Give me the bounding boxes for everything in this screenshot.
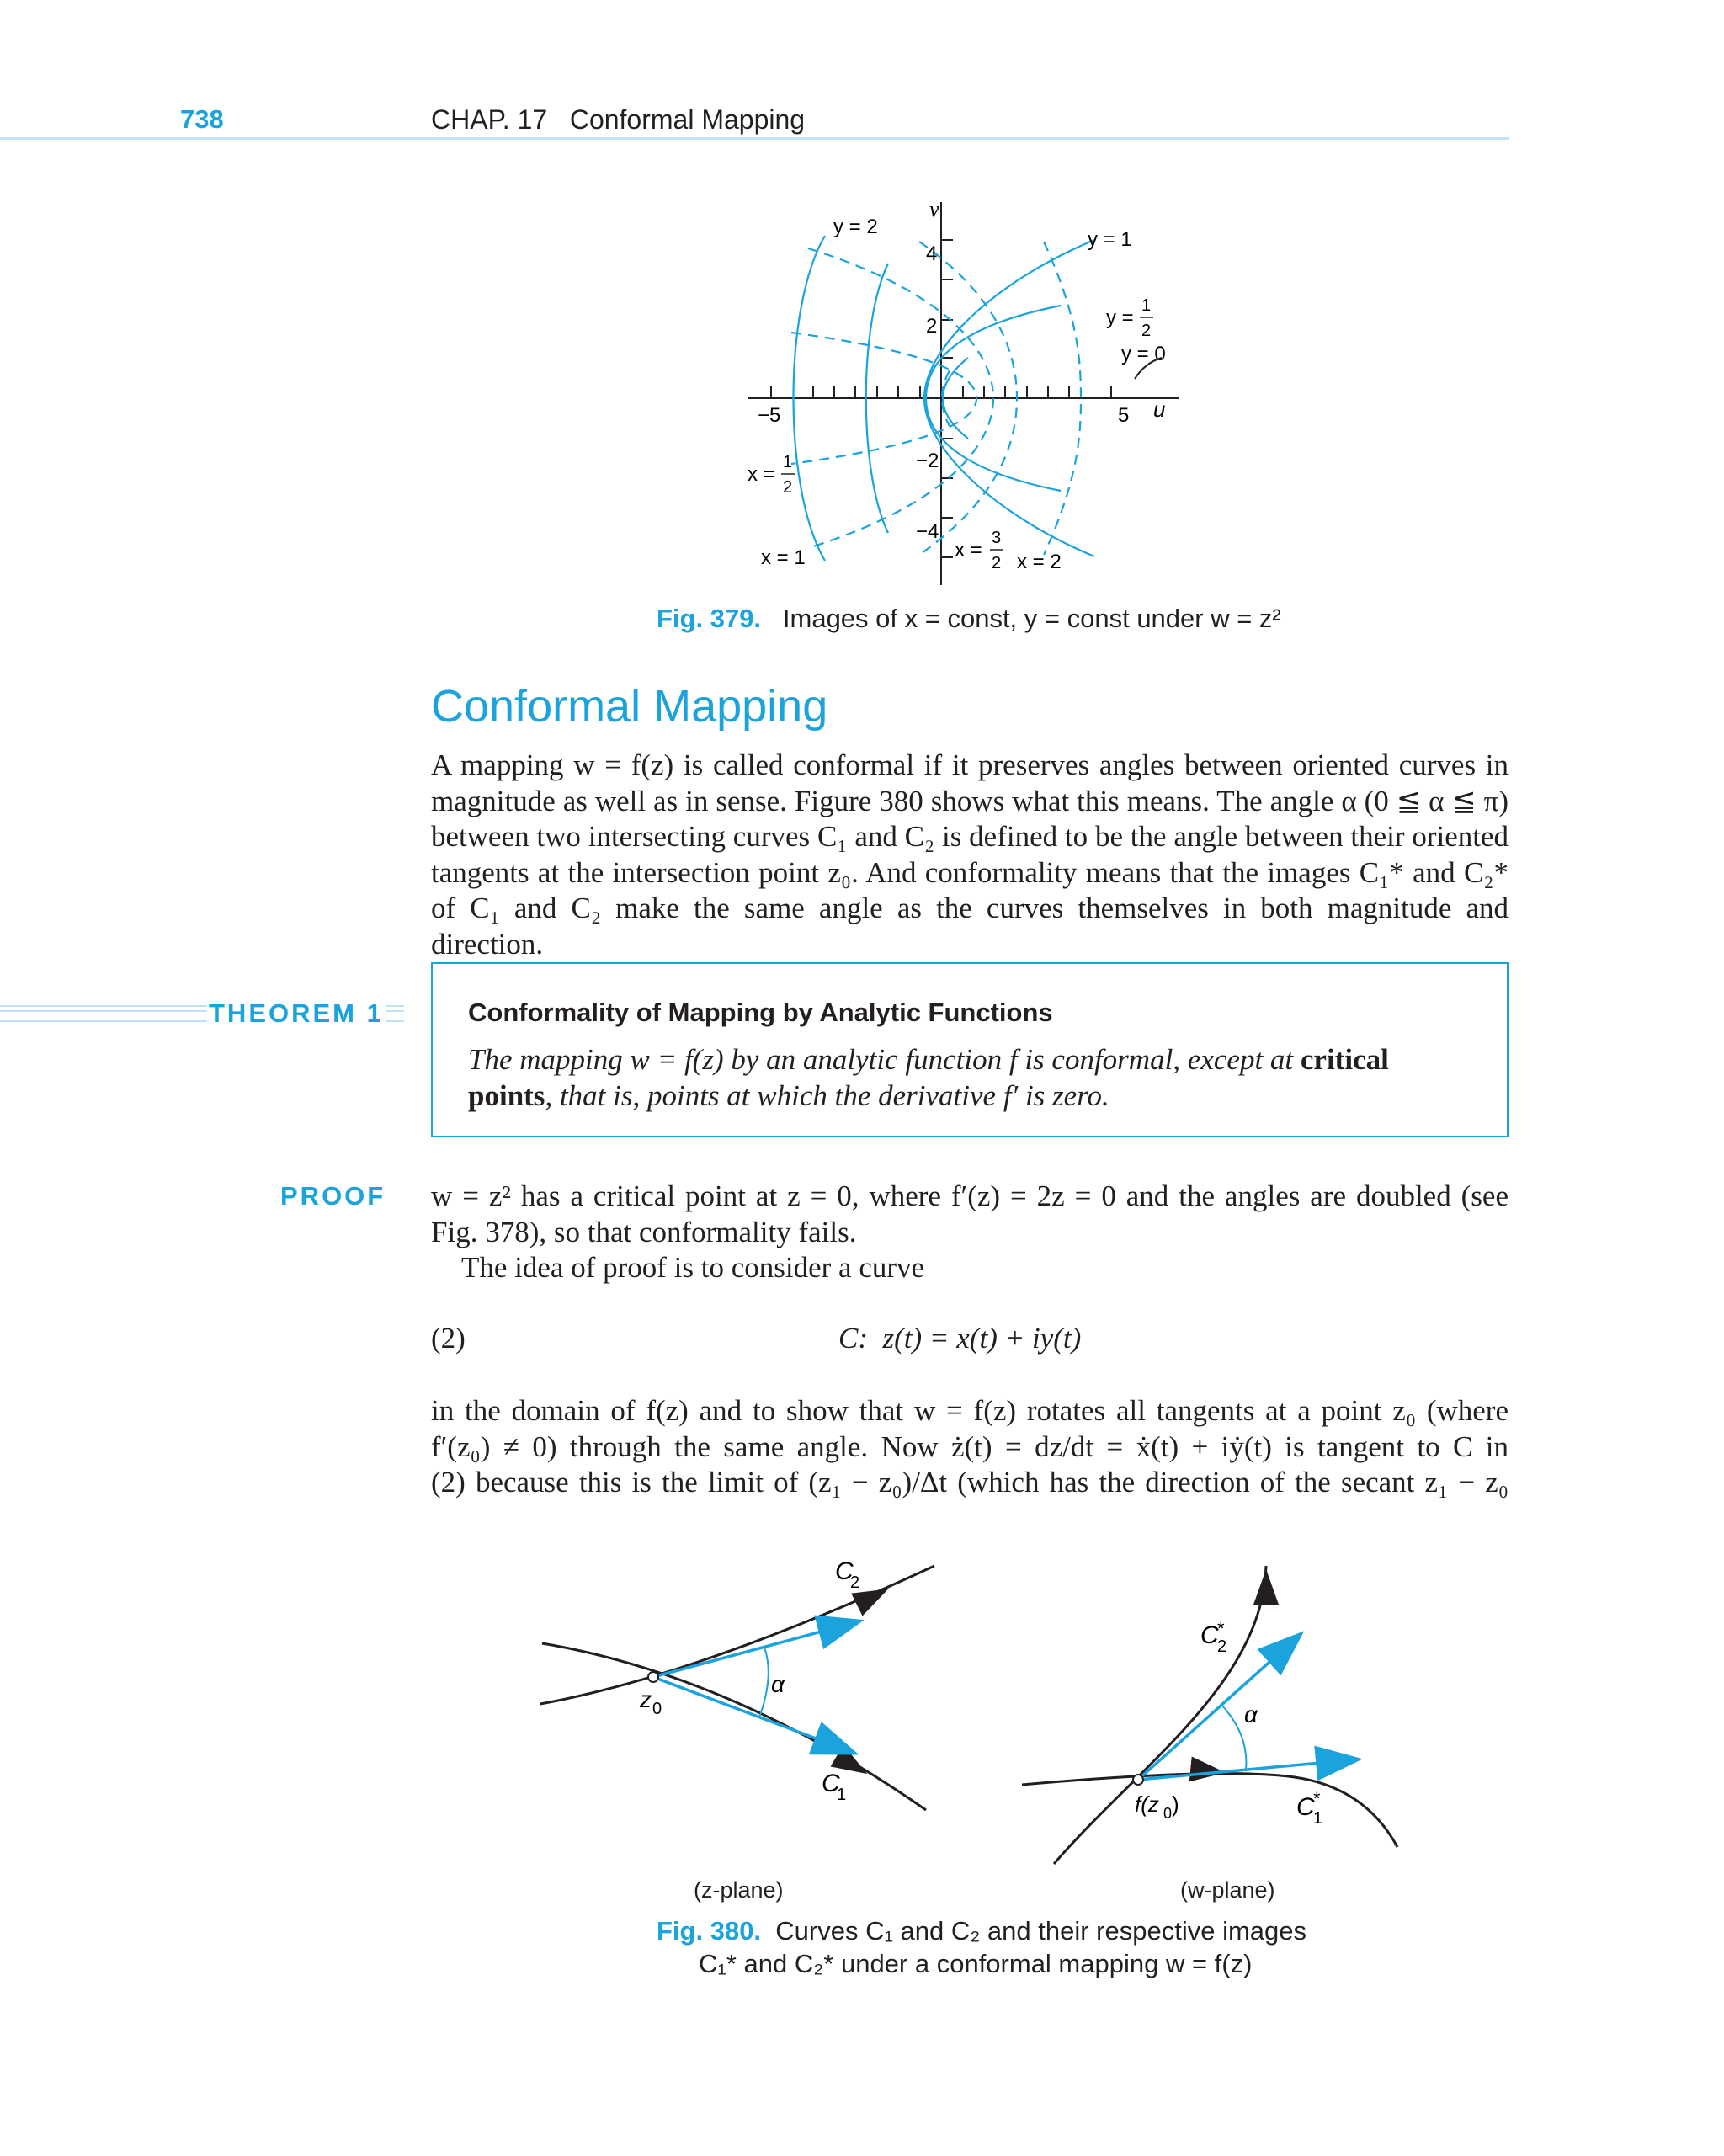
equation-number: (2) bbox=[431, 1322, 466, 1355]
label-x2: x = 2 bbox=[1017, 551, 1062, 573]
svg-text:0: 0 bbox=[1163, 1805, 1173, 1822]
fig379-caption: Fig. 379. Images of x = const, y = const under w = z² bbox=[657, 604, 1281, 633]
curve-C1 bbox=[542, 1643, 926, 1810]
svg-text:2: 2 bbox=[850, 1573, 860, 1592]
label-v: v bbox=[929, 197, 939, 221]
z-plane-label: (z-plane) bbox=[694, 1877, 784, 1903]
svg-text:1: 1 bbox=[783, 453, 793, 471]
svg-text:C: C bbox=[822, 1770, 840, 1797]
tick-m4: −4 bbox=[916, 520, 939, 543]
label-xhalf: x = bbox=[748, 463, 775, 486]
svg-text:2: 2 bbox=[992, 554, 1002, 572]
svg-text:C: C bbox=[835, 1557, 854, 1585]
tangent-C1 bbox=[653, 1677, 854, 1753]
label-yhalf: y = bbox=[1106, 306, 1134, 329]
svg-text:0: 0 bbox=[652, 1700, 662, 1718]
svg-text:1: 1 bbox=[1141, 296, 1152, 315]
section-title: Conformal Mapping bbox=[431, 681, 828, 732]
theorem-statement: The mapping w = f(z) by an analytic function f is conformal, except at critical points, that is, points at which the derivative f′ is zero. bbox=[468, 1043, 1389, 1112]
svg-text:*: * bbox=[1217, 1618, 1225, 1639]
tangent-C2 bbox=[653, 1621, 859, 1677]
svg-text:α: α bbox=[771, 1671, 785, 1697]
curve-C2star bbox=[1054, 1566, 1266, 1864]
tick-m2: −2 bbox=[916, 450, 939, 472]
tick-4: 4 bbox=[926, 242, 938, 265]
point-fz0 bbox=[1133, 1775, 1143, 1785]
svg-text:1: 1 bbox=[837, 1786, 847, 1804]
label-y1: y = 1 bbox=[1088, 228, 1132, 251]
label-y0: y = 0 bbox=[1121, 343, 1166, 365]
point-z0 bbox=[648, 1672, 658, 1682]
running-title: CHAP. 17 Conformal Mapping bbox=[431, 104, 806, 135]
tangent-C1star bbox=[1138, 1759, 1357, 1780]
curve-C2 bbox=[540, 1566, 934, 1704]
svg-text:α: α bbox=[1244, 1701, 1258, 1727]
proof-label: PROOF bbox=[280, 1181, 386, 1211]
label-u: u bbox=[1153, 397, 1166, 422]
label-y2: y = 2 bbox=[833, 216, 878, 238]
label-x1: x = 1 bbox=[761, 546, 806, 569]
fig380-z-plane bbox=[530, 1549, 951, 1886]
theorem-label: THEOREM 1 bbox=[209, 998, 384, 1028]
tick-2: 2 bbox=[926, 315, 938, 338]
svg-text:f(z: f(z bbox=[1135, 1791, 1159, 1817]
svg-text:C: C bbox=[1200, 1621, 1219, 1649]
fig379-plot bbox=[724, 189, 1229, 585]
fig380-caption: Fig. 380. Curves C₁ and C₂ and their respective images C₁* and C₂* under a conformal mapping w = f(z) bbox=[657, 1916, 1306, 1978]
tick-m5: −5 bbox=[758, 404, 781, 427]
theorem-title: Conformality of Mapping by Analytic Functions bbox=[468, 998, 1053, 1027]
svg-text:1: 1 bbox=[1313, 1809, 1323, 1828]
tick-5: 5 bbox=[1118, 404, 1130, 427]
w-plane-label: (w-plane) bbox=[1180, 1877, 1275, 1903]
svg-text:3: 3 bbox=[992, 529, 1002, 547]
svg-text:z: z bbox=[640, 1686, 652, 1712]
svg-text:2: 2 bbox=[1217, 1637, 1227, 1656]
tangent-C2star bbox=[1138, 1635, 1300, 1780]
angle-arc bbox=[759, 1648, 769, 1717]
page-number: 738 bbox=[180, 104, 224, 134]
proof-continued: in the domain of f(z) and to show that w = f(z) rotates all tangents at a point z₀ (where f′(z₀) ≠ 0) through the same angle. Now ż(t) = dz/dt = ẋ(t) + iẏ(t) is tangent to C in (2) because this is the limit of (z₁ − z₀)/Δt (which has the direction of the secant z₁ − z₀ bbox=[431, 1394, 1508, 1499]
intro-paragraph: A mapping w = f(z) is called conformal if it preserves angles between oriented curves in magnitude as well as in sense. Figure 380 shows what this means. The angle α (0 ≦ α ≦ π) between two intersecting curves C₁ and C₂ is defined to be the angle between their oriented tangents at the intersection point z₀. And conformality means that the images C₁* and C₂* of C₁ and C₂ make the same angle as the curves themselves in both magnitude and direction. bbox=[431, 748, 1508, 961]
equation: C: z(t) = x(t) + iy(t) bbox=[838, 1322, 1082, 1355]
svg-text:): ) bbox=[1172, 1791, 1179, 1817]
proof-text: w = z² has a critical point at z = 0, where f′(z) = 2z = 0 and the angles are doubled (see Fig. 378), so that conformality fails. The idea of proof is to consider a curve bbox=[431, 1179, 1508, 1284]
svg-text:2: 2 bbox=[783, 478, 793, 497]
angle-arc-w bbox=[1221, 1704, 1246, 1770]
svg-text:2: 2 bbox=[1141, 322, 1152, 340]
fig380-w-plane bbox=[1010, 1549, 1414, 1886]
svg-text:C: C bbox=[1296, 1793, 1315, 1821]
svg-text:*: * bbox=[1313, 1788, 1321, 1809]
label-x32: x = bbox=[955, 539, 982, 562]
header-rule bbox=[0, 137, 1508, 140]
